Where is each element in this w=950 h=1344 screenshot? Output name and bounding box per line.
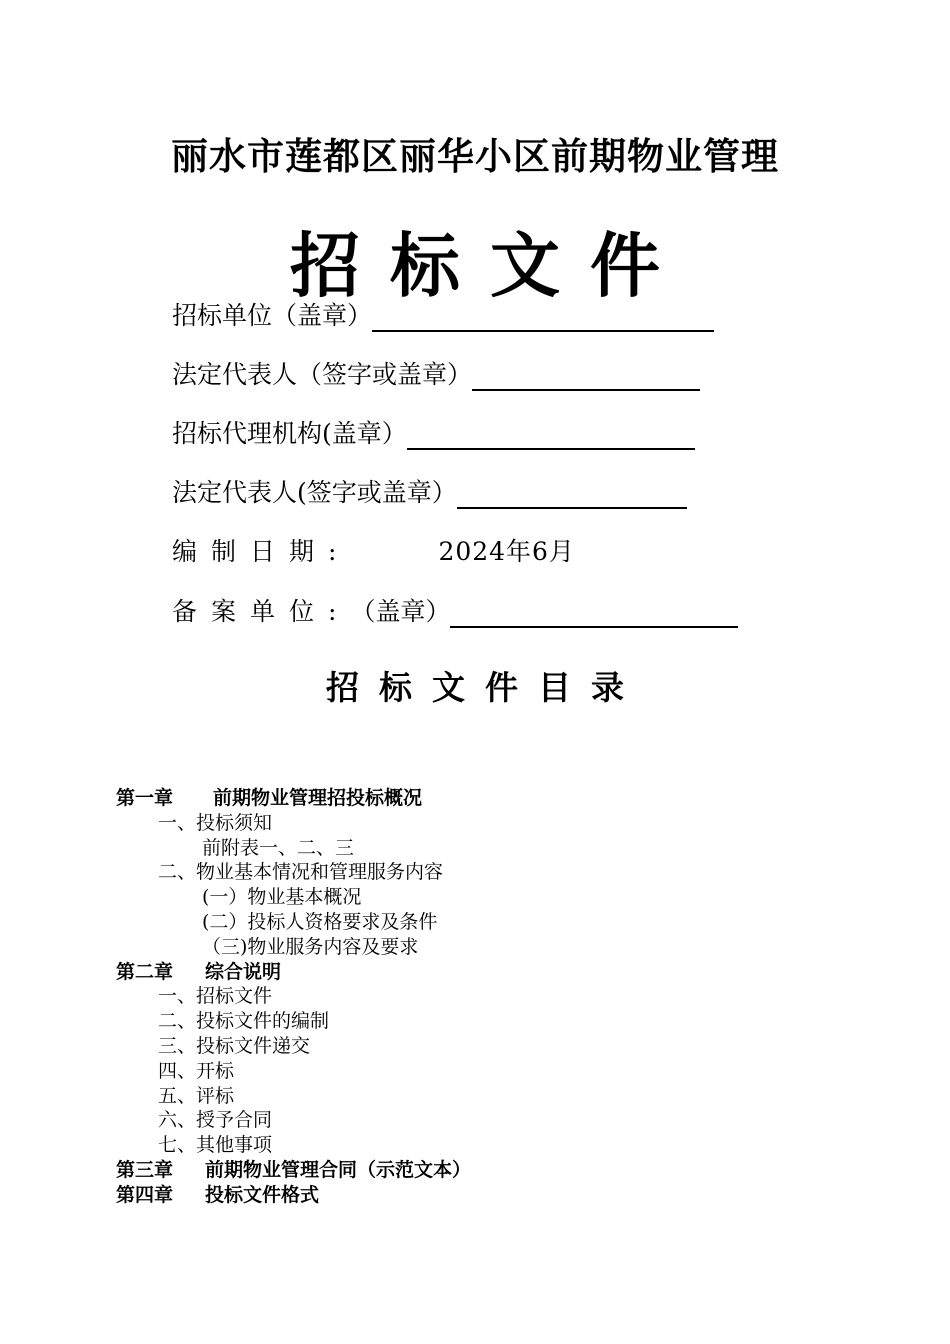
date-value: 2024年6月: [438, 537, 575, 566]
agency-rep-field: [172, 473, 687, 509]
toc-subitem: (一）物业基本概况: [202, 886, 362, 909]
toc-chapter-2: [116, 960, 471, 985]
date-label: 编制日期:: [172, 537, 351, 566]
toc-chapter-number: 第二章: [116, 960, 174, 983]
filing-signature-line: [450, 600, 738, 628]
date-field: [172, 532, 575, 568]
toc-item: 一、投标须知: [158, 811, 273, 834]
toc-item: 七、其他事项: [158, 1134, 273, 1157]
agency-field: [172, 414, 695, 450]
filing-field: [172, 592, 738, 628]
bidder-label: 招标单位（盖章）: [172, 301, 373, 330]
toc-chapter-3: [116, 1158, 471, 1183]
document-title: 丽水市莲都区丽华小区前期物业管理: [171, 135, 779, 178]
toc-item: 五、评标: [158, 1084, 235, 1107]
agency-label: 招标代理机构(盖章）: [172, 419, 407, 448]
filing-seal-label: （盖章）: [350, 597, 451, 626]
toc-item: 二、投标文件的编制: [158, 1010, 330, 1033]
toc-chapter-number: 第三章: [116, 1158, 174, 1181]
agency-rep-signature-line: [457, 481, 687, 509]
filing-label: 备案单位:: [172, 597, 351, 626]
toc-chapter-title: 投标文件格式: [205, 1183, 320, 1206]
toc-chapter-4: [116, 1183, 471, 1208]
bidder-signature-line: [372, 304, 714, 332]
toc-chapter-number: 第四章: [116, 1183, 174, 1206]
toc-item: 三、投标文件递交: [158, 1034, 311, 1057]
toc-chapter-title: 综合说明: [205, 960, 282, 983]
toc-subitem: （三)物业服务内容及要求: [202, 935, 419, 958]
toc-subitem: (二）投标人资格要求及条件: [202, 910, 438, 933]
toc-subitem: 前附表一、二、三: [202, 836, 355, 859]
table-of-contents: [116, 786, 471, 1208]
bidder-field: [172, 296, 714, 332]
toc-item: 六、授予合同: [158, 1109, 273, 1132]
toc-chapter-title: 前期物业管理合同（示范文本）: [205, 1158, 472, 1181]
document-subtitle: 招标文件: [290, 225, 690, 307]
toc-chapter-number: 第一章: [116, 787, 174, 809]
agency-signature-line: [407, 422, 695, 450]
bidder-rep-label: 法定代表人（签字或盖章）: [172, 360, 473, 389]
toc-item: 二、物业基本情况和管理服务内容: [158, 861, 444, 884]
toc-item: 四、开标: [158, 1059, 235, 1082]
toc-title: 招标文件目录: [326, 668, 644, 707]
toc-item: 一、招标文件: [158, 985, 273, 1008]
agency-rep-label: 法定代表人(签字或盖章）: [172, 478, 457, 507]
bidder-rep-field: [172, 355, 700, 391]
toc-chapter-1: [116, 786, 471, 811]
bidder-rep-signature-line: [472, 363, 700, 391]
toc-chapter-title: 前期物业管理招投标概况: [213, 787, 423, 809]
